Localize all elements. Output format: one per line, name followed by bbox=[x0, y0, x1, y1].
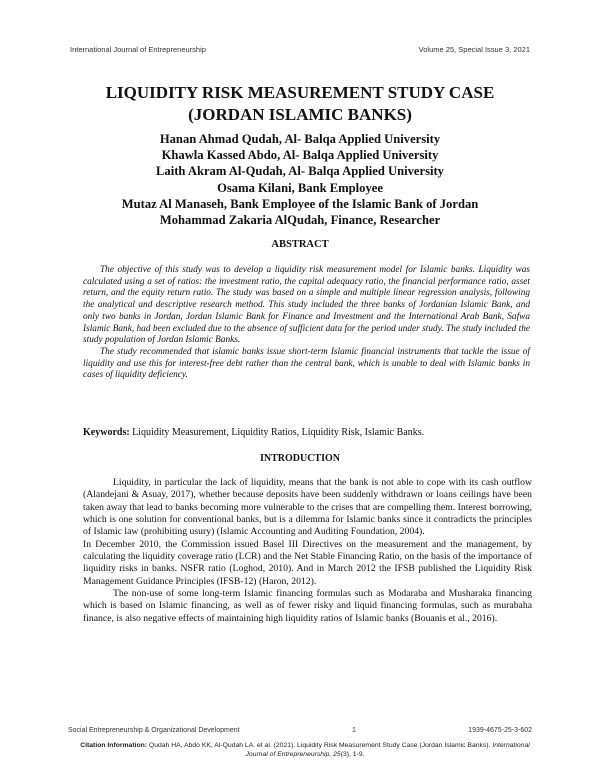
author: Hanan Ahmad Qudah, Al- Balqa Applied University bbox=[159, 132, 441, 146]
keywords-label: Keywords: bbox=[83, 427, 130, 438]
footer-issn: 1939-4675-25-3-602 bbox=[468, 727, 532, 734]
author: Mohammad Zakaria AlQudah, Finance, Researcher bbox=[159, 213, 441, 228]
title-line-2: (JORDAN ISLAMIC BANKS) bbox=[188, 105, 412, 124]
author-list bbox=[60, 131, 540, 228]
abstract-paragraph-2: The study recommended that islamic banks issue short-term Islamic financial instruments that tackle the issue of liquidity and use this for interest-free debt rather than the central bank, which is unable to deal with Islamic banks in cases of liquidity deficiency. bbox=[83, 346, 530, 381]
citation-issue: (3), 1-9. bbox=[340, 751, 365, 758]
running-header bbox=[70, 45, 530, 54]
volume-info: Volume 25, Special Issue 3, 2021 bbox=[418, 45, 530, 54]
author: Mutaz Al Manaseh, Bank Employee of the Islamic Bank of Jordan bbox=[121, 196, 479, 211]
introduction-body bbox=[83, 477, 532, 625]
paper-title bbox=[60, 82, 540, 126]
author: Laith Akram Al-Qudah, Al- Balqa Applied University bbox=[156, 164, 444, 179]
abstract-heading: ABSTRACT bbox=[271, 239, 329, 250]
page-number: 1 bbox=[351, 727, 356, 734]
keywords-text: Liquidity Measurement, Liquidity Ratios, Liquidity Risk, Islamic Banks. bbox=[129, 427, 425, 438]
intro-paragraph-3: The non-use of some long-term Islamic financing formulas such as Modaraba and Musharaka financing which is based on Islamic financing, as well as of fewer risky and liquid financing formulas, such as murabaha finance, is also negative effects of maintaining high liquidity ratios of Islamic banks (Bouanis et al., 2016). bbox=[83, 588, 532, 624]
author: Osama Kilani, Bank Employee bbox=[217, 180, 383, 195]
intro-paragraph-2: In December 2010, the Commission issued Basel III Directives on the measurement and the management, by calculating the liquidity coverage ratio (LCR) and the Net Stable Financing Ratio, on the basis of the importance of liquidity risks in banks. NSFR ratio (Loghod, 2010). And in March 2012 the IFSB published the Liquidity Risk Management Guidance Principles (IFSB-12) (Haron, 2012). bbox=[83, 538, 532, 587]
keywords bbox=[83, 427, 530, 438]
footer-journal: Social Entrepreneurship & Organizational Development bbox=[68, 727, 240, 734]
citation-text: Qudah HA, Abdo KK, Al-Qudah LA. et al. (2021). Liquidity Risk Measurement Study Case (Jordan Islamic Banks). bbox=[147, 742, 493, 749]
citation-info bbox=[80, 741, 530, 759]
author: Khawla Kassed Abdo, Al- Balqa Applied University bbox=[161, 148, 439, 163]
abstract-paragraph-1: The objective of this study was to develop a liquidity risk measurement model for Islamic banks. Liquidity was calculated using a set of ratios: the investment ratio, the capital adequacy ratio, the financial performance ratio, asset return, and the equity return ratio. The study was based on a simple and multiple linear regression analysis, following the analytical and descriptive research method. This study included the three banks of Jordanian Islamic Bank, and only two banks in Jordan, Jordan Islamic Bank for Finance and Investment and the International Arab Bank, Safwa Islamic Bank, had been excluded due to the absence of sufficient data for the period under study. The study included the study population of Jordan Islamic Banks. bbox=[83, 265, 530, 346]
intro-paragraph-1: Liquidity, in particular the lack of liquidity, means that the bank is not able to cope with its cash outflow (Alandejani & Asuay, 2017), whether because deposits have been suddenly withdrawn or loans ceilings have been taken away that lead to banks becoming more vulnerable to the crises that are compelling them. Interest borrowing, which is one solution for conventional banks, but is a dilemma for Islamic banks since it contradicts the principles of Islamic law (prohibiting usury) (Islamic Accounting and Auditing Foundation, 2004). bbox=[83, 477, 532, 538]
abstract-body bbox=[83, 265, 530, 382]
citation-label: Citation Information: bbox=[80, 742, 148, 749]
citation-journal: International Journal of Entrepreneurship, 25 bbox=[245, 742, 530, 758]
title-line-1: LIQUIDITY RISK MEASUREMENT STUDY CASE bbox=[105, 83, 495, 102]
journal-name: International Journal of Entrepreneurship bbox=[70, 45, 206, 54]
page-footer bbox=[68, 727, 532, 734]
introduction-heading: INTRODUCTION bbox=[259, 453, 340, 464]
